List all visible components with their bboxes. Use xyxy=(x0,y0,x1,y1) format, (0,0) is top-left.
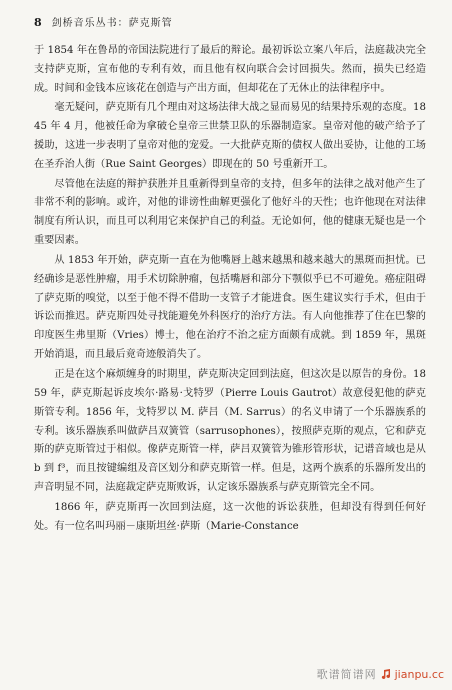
paragraph-5: 正是在这个麻烦缠身的时期里，萨克斯决定回到法庭，但这次是以原告的身份。1859 年，萨克斯起诉皮埃尔·路易·戈特罗（Pierre Louis Gautrot）故意侵犯他的萨克斯管专利。1856 年，戈特罗以 M. 萨吕（M. Sarrus）的名义申请了一个乐器族系的专利。该乐器族系叫做萨吕双簧管（sarrusophones），按照萨克斯的观点，它和萨克斯的萨克斯管过于相似。像萨克斯管一样，萨吕双簧管为锥形管形状，记谱音域也是从 b 到 f³，而且按键编组及音区划分和萨克斯管一样。但是，这两个族系的乐器所发出的声音明显不同，法庭裁定萨克斯败诉，认定该乐器族系与萨克斯管完全不同。 xyxy=(34,368,426,494)
page-header xyxy=(34,14,173,29)
paragraph-1: 于 1854 年在鲁昂的帝国法院进行了最后的辩论。最初诉讼立案八年后，法庭裁决完全支持萨克斯，宣布他的专利有效，而且他有权向联合会讨回损失。然而，损失已经造成。时间和金钱本应该花在创造与产出方面，但却花在了无休止的法律程序中。 xyxy=(34,45,426,94)
paragraph-4: 从 1853 年开始，萨克斯一直在为他嘴唇上越来越黑和越来越大的黑斑而担忧。已经确诊是恶性肿瘤，用手术切除肿瘤，包括嘴唇和部分下颚似乎已不可避免。癌症阻碍了萨克斯的嗅觉，以至于他不得不借助一支管子才能进食。医生建议实行手术，但由于诉讼而推迟。萨克斯四处寻找能避免外科医疗的治疗方法。有人向他推荐了住在巴黎的印度医生弗里斯（Vries）博士，他在治疗不治之症方面颇有成就。到 1859 年，黑斑开始消退，而且最后竟奇迹般消失了。 xyxy=(34,254,426,361)
body-text xyxy=(34,42,426,537)
watermark-url: jianpu.cc xyxy=(394,667,444,681)
paragraph-2: 毫无疑问，萨克斯有几个理由对这场法律大战之显而易见的结果持乐观的态度。1845 年 4 月，他被任命为拿破仑皇帝三世禁卫队的乐器制造家。皇帝对他的破产给予了援助，这进一步表明了皇帝对他的宠爱。一大批萨克斯的债权人做出妥协，让他的工场在圣乔治人街（Rue Saint Georges）即现在的 50 号重新开工。 xyxy=(34,102,426,171)
paragraph-3: 尽管他在法庭的辩护获胜并且重新得到皇帝的支持，但多年的法律之战对他产生了非常不利的影响。或许，对他的诽谤性曲解更强化了他好斗的天性；也许他现在对法律制度有所认识，而且可以利用它来保护自己的利益。无论如何，他的健康无疑也是一个重要因素。 xyxy=(34,178,426,247)
watermark-site-name: 歌谱简谱网 xyxy=(316,668,377,681)
series-title: 剑桥音乐丛书：萨克斯管 xyxy=(51,18,173,29)
site-watermark xyxy=(317,666,444,682)
music-note-icon xyxy=(380,668,392,680)
paragraph-6: 1866 年，萨克斯再一次回到法庭，这一次他的诉讼获胜，但却没有得到任何好处。有一位名叫玛丽－康斯坦丝·萨斯（Marie-Constance xyxy=(34,501,426,532)
page-number: 8 xyxy=(34,16,42,29)
